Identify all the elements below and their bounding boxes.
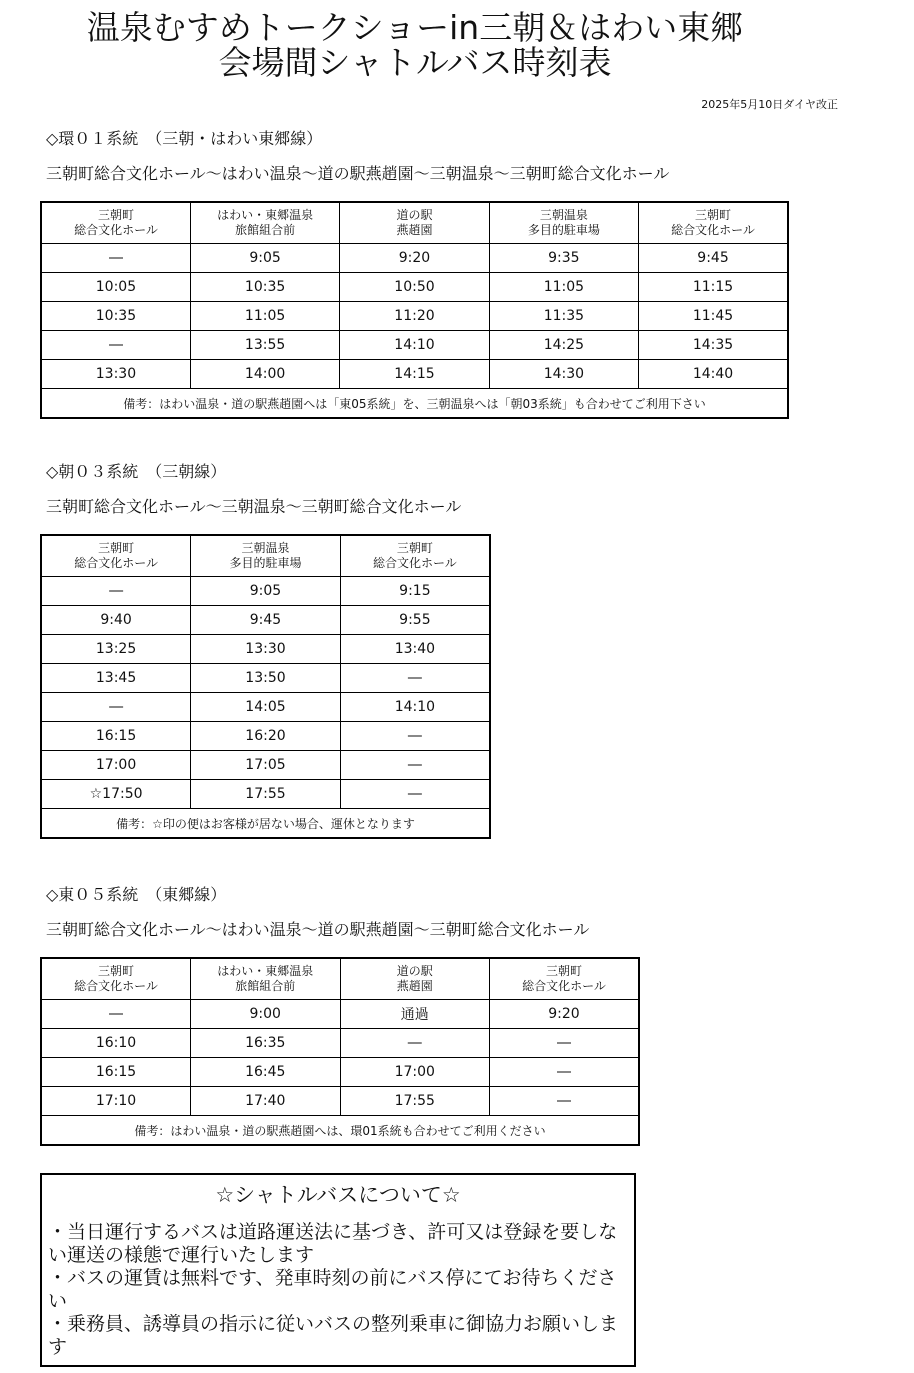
time-cell: 14:00 xyxy=(190,360,339,389)
table-note-row xyxy=(41,389,788,419)
time-cell: 13:55 xyxy=(190,331,339,360)
page-title-line2: 会場間シャトルバス時刻表 xyxy=(218,43,612,82)
column-header-line: 三朝町 xyxy=(98,541,135,555)
time-cell: 9:05 xyxy=(191,577,341,606)
table-row xyxy=(41,780,490,809)
time-cell: 17:55 xyxy=(340,1087,490,1116)
column-header-line: 総合文化ホール xyxy=(74,979,158,993)
column-header-line: はわい・東郷温泉 xyxy=(217,208,314,222)
table-row xyxy=(41,1087,639,1116)
table-header-row xyxy=(41,535,490,577)
table-header-row xyxy=(41,958,639,1000)
column-header-line: 総合文化ホール xyxy=(74,223,158,237)
time-cell: 16:20 xyxy=(191,722,341,751)
time-cell: ― xyxy=(41,1000,191,1029)
time-cell: ― xyxy=(490,1029,640,1058)
shuttle-notice-box xyxy=(40,1173,636,1367)
route1-path: 三朝町総合文化ホール～はわい温泉～道の駅燕趙園～三朝温泉～三朝町総合文化ホール xyxy=(46,164,670,183)
column-header-line: 総合文化ホール xyxy=(522,979,606,993)
table-note: 備考：☆印の便はお客様が居ない場合、運休となります xyxy=(41,809,490,839)
column-header-line: 燕趙園 xyxy=(396,223,433,237)
column-header-line: 旅館組合前 xyxy=(235,223,296,237)
table-note-row xyxy=(41,809,490,839)
time-cell: 10:35 xyxy=(190,273,339,302)
time-cell: 14:10 xyxy=(340,331,489,360)
table-row xyxy=(41,244,788,273)
time-cell: 9:20 xyxy=(340,244,489,273)
time-cell: ― xyxy=(41,331,190,360)
table-row xyxy=(41,1000,639,1029)
time-cell: 11:20 xyxy=(340,302,489,331)
notice-item: ・当日運行するバスは道路運送法に基づき、許可又は登録を要しない運送の様態で運行いたします xyxy=(48,1221,618,1266)
time-cell: 9:15 xyxy=(340,577,490,606)
column-header-line: 総合文化ホール xyxy=(373,556,457,570)
time-cell: 14:15 xyxy=(340,360,489,389)
time-cell: 13:40 xyxy=(340,635,490,664)
time-cell: 14:25 xyxy=(489,331,638,360)
table-note-row xyxy=(41,1116,639,1146)
time-cell: 11:35 xyxy=(489,302,638,331)
table-row xyxy=(41,606,490,635)
route2-timetable xyxy=(40,534,491,839)
table-row xyxy=(41,693,490,722)
time-cell: 10:50 xyxy=(340,273,489,302)
table-row xyxy=(41,360,788,389)
time-cell: 9:55 xyxy=(340,606,490,635)
time-cell: ― xyxy=(340,1029,490,1058)
table-row xyxy=(41,722,490,751)
column-header-line: 三朝町 xyxy=(97,964,134,978)
time-cell: 9:20 xyxy=(490,1000,640,1029)
time-cell: 9:40 xyxy=(41,606,191,635)
column-header-line: はわい・東郷温泉 xyxy=(217,964,314,978)
notice-item: ・乗務員、誘導員の指示に従いバスの整列乗車に御協力お願いします xyxy=(48,1313,619,1358)
time-cell: ― xyxy=(340,664,490,693)
table-header-row xyxy=(41,202,788,244)
route3-path: 三朝町総合文化ホール～はわい温泉～道の駅燕趙園～三朝町総合文化ホール xyxy=(46,920,590,939)
table-row xyxy=(41,635,490,664)
revision-date: 2025年5月10日ダイヤ改正 xyxy=(701,98,838,111)
time-cell: ― xyxy=(340,751,490,780)
column-header-line: 三朝町 xyxy=(545,964,582,978)
table-row xyxy=(41,1058,639,1087)
table-row xyxy=(41,273,788,302)
table-row xyxy=(41,577,490,606)
table-row xyxy=(41,331,788,360)
time-cell: 14:05 xyxy=(191,693,341,722)
route2-path: 三朝町総合文化ホール～三朝温泉～三朝町総合文化ホール xyxy=(46,497,462,516)
column-header xyxy=(41,202,190,244)
column-header-line: 総合文化ホール xyxy=(671,223,755,237)
time-cell: 17:00 xyxy=(41,751,191,780)
column-header-line: 多目的駐車場 xyxy=(527,223,600,237)
notice-body xyxy=(48,1221,628,1359)
time-cell: ☆17:50 xyxy=(41,780,191,809)
notice-item: ・バスの運賃は無料です、発車時刻の前にバス停にてお待ちください xyxy=(48,1267,617,1312)
column-header xyxy=(41,535,191,577)
column-header xyxy=(191,958,341,1000)
column-header-line: 三朝町 xyxy=(97,208,134,222)
time-cell: 9:45 xyxy=(191,606,341,635)
time-cell: 13:50 xyxy=(191,664,341,693)
column-header xyxy=(190,202,339,244)
column-header xyxy=(489,202,638,244)
time-cell: ― xyxy=(490,1087,640,1116)
column-header xyxy=(340,958,490,1000)
time-cell: 14:35 xyxy=(639,331,788,360)
time-cell: 17:55 xyxy=(191,780,341,809)
time-cell: 9:05 xyxy=(190,244,339,273)
time-cell: 16:15 xyxy=(41,1058,191,1087)
table-row xyxy=(41,1029,639,1058)
route3-heading: ◇東０５系統 （東郷線） xyxy=(46,885,227,904)
column-header-line: 三朝町 xyxy=(396,541,433,555)
column-header-line: 旅館組合前 xyxy=(235,979,296,993)
route1-timetable xyxy=(40,201,789,419)
time-cell: 16:45 xyxy=(191,1058,341,1087)
time-cell: ― xyxy=(490,1058,640,1087)
time-cell: 通過 xyxy=(340,1000,490,1029)
column-header-line: 道の駅 xyxy=(396,964,433,978)
time-cell: 9:00 xyxy=(191,1000,341,1029)
time-cell: 11:15 xyxy=(639,273,788,302)
time-cell: 14:40 xyxy=(639,360,788,389)
time-cell: 13:25 xyxy=(41,635,191,664)
column-header-line: 総合文化ホール xyxy=(74,556,158,570)
column-header-line: 燕趙園 xyxy=(396,979,433,993)
time-cell: 9:45 xyxy=(639,244,788,273)
column-header-line: 三朝温泉 xyxy=(241,541,290,555)
column-header-line: 多目的駐車場 xyxy=(229,556,302,570)
table-row xyxy=(41,302,788,331)
table-note: 備考：はわい温泉・道の駅燕趙園へは、環01系統も合わせてご利用ください xyxy=(41,1116,639,1146)
time-cell: 9:35 xyxy=(489,244,638,273)
time-cell: ― xyxy=(340,722,490,751)
time-cell: 13:30 xyxy=(191,635,341,664)
time-cell: 17:40 xyxy=(191,1087,341,1116)
time-cell: 10:35 xyxy=(41,302,190,331)
column-header-line: 三朝温泉 xyxy=(539,208,588,222)
page-title-line1: 温泉むすめトークショーin三朝＆はわい東郷 xyxy=(86,8,744,47)
time-cell: 11:05 xyxy=(489,273,638,302)
time-cell: 11:05 xyxy=(190,302,339,331)
time-cell: 16:10 xyxy=(41,1029,191,1058)
time-cell: 10:05 xyxy=(41,273,190,302)
column-header xyxy=(41,958,191,1000)
notice-title: ☆シャトルバスについて☆ xyxy=(215,1183,461,1207)
time-cell: 17:00 xyxy=(340,1058,490,1087)
time-cell: 13:45 xyxy=(41,664,191,693)
table-row xyxy=(41,664,490,693)
time-cell: 17:05 xyxy=(191,751,341,780)
time-cell: 11:45 xyxy=(639,302,788,331)
column-header-line: 道の駅 xyxy=(396,208,433,222)
time-cell: 14:30 xyxy=(489,360,638,389)
column-header xyxy=(191,535,341,577)
column-header-line: 三朝町 xyxy=(695,208,732,222)
route3-timetable xyxy=(40,957,640,1146)
column-header xyxy=(340,535,490,577)
column-header xyxy=(340,202,489,244)
time-cell: 14:10 xyxy=(340,693,490,722)
column-header xyxy=(490,958,640,1000)
time-cell: ― xyxy=(41,244,190,273)
route1-heading: ◇環０１系統 （三朝・はわい東郷線） xyxy=(46,129,323,148)
time-cell: 16:35 xyxy=(191,1029,341,1058)
time-cell: ― xyxy=(41,577,191,606)
time-cell: ― xyxy=(41,693,191,722)
table-note: 備考：はわい温泉・道の駅燕趙園へは「東05系統」を、三朝温泉へは「朝03系統」も合わせてご利用下さい xyxy=(41,389,788,419)
time-cell: ― xyxy=(340,780,490,809)
time-cell: 13:30 xyxy=(41,360,190,389)
time-cell: 16:15 xyxy=(41,722,191,751)
time-cell: 17:10 xyxy=(41,1087,191,1116)
column-header xyxy=(639,202,788,244)
route2-heading: ◇朝０３系統 （三朝線） xyxy=(46,462,227,481)
table-row xyxy=(41,751,490,780)
